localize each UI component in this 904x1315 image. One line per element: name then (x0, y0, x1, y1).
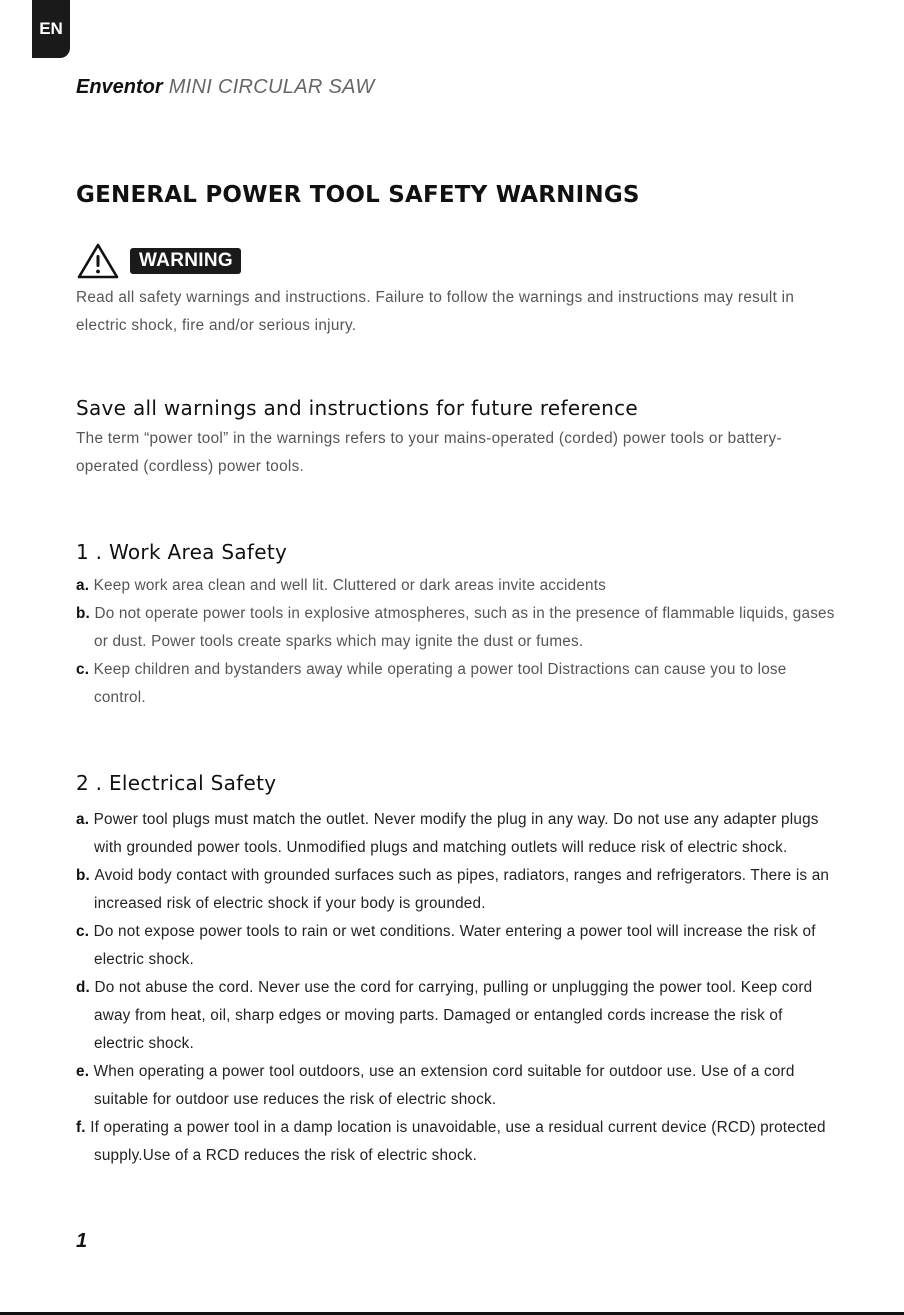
item-letter: b (76, 867, 86, 884)
item-letter: e (76, 1063, 85, 1080)
work-area-heading: 1 . Work Area Safety (76, 540, 288, 564)
list-item: e. When operating a power tool outdoors, use an extension cord suitable for outdoor use. Use of a cord suitable for outdoor use reduces the risk of electric shock. (76, 1063, 795, 1108)
electrical-list (76, 806, 836, 1170)
item-text: Do not abuse the cord. Never use the cord for carrying, pulling or unplugging the power tool. Keep cord away from heat, oil, sharp edges or moving parts. Damaged or entangled cords increase the risk of electric shock. (94, 979, 813, 1052)
brand-name: Enventor (76, 76, 163, 98)
item-text: Power tool plugs must match the outlet. Never modify the plug in any way. Do not use any adapter plugs with grounded power tools. Unmodified plugs and matching outlets will reduce risk of electric shock. (93, 811, 819, 856)
electrical-heading: 2 . Electrical Safety (76, 771, 277, 795)
warning-header (76, 242, 241, 280)
item-text: Avoid body contact with grounded surfaces such as pipes, radiators, ranges and refrigerators. There is an increased risk of electric shock if your body is grounded. (94, 867, 830, 912)
item-letter: a (76, 577, 85, 594)
language-tab: EN (32, 0, 70, 58)
warning-text: Read all safety warnings and instructions. Failure to follow the warnings and instructions may result in electric shock, fire and/or serious injury. (76, 289, 795, 334)
page-title: GENERAL POWER TOOL SAFETY WARNINGS (76, 182, 640, 208)
warning-triangle-icon (76, 242, 120, 280)
item-text: Keep children and bystanders away while operating a power tool Distractions can cause you to lose control. (93, 661, 787, 706)
item-text: Do not expose power tools to rain or wet conditions. Water entering a power tool will increase the risk of electric shock. (93, 923, 816, 968)
list-item: f. If operating a power tool in a damp location is unavoidable, use a residual current device (RCD) protected supply.Use of a RCD reduces the risk of electric shock. (76, 1119, 826, 1164)
item-text: If operating a power tool in a damp location is unavoidable, use a residual current device (RCD) protected supply.Use of a RCD reduces the risk of electric shock. (90, 1119, 826, 1164)
warning-badge: WARNING (130, 248, 241, 274)
item-letter: a (76, 811, 85, 828)
work-area-list (76, 572, 836, 712)
item-text: Do not operate power tools in explosive atmospheres, such as in the presence of flammable liquids, gases or dust. Power tools create sparks which may ignite the dust or fumes. (94, 605, 835, 650)
document-header (76, 76, 375, 99)
save-heading: Save all warnings and instructions for future reference (76, 396, 639, 420)
item-text: When operating a power tool outdoors, use an extension cord suitable for outdoor use. Use of a cord suitable for outdoor use reduces the risk of electric shock. (93, 1063, 795, 1108)
list-item: a. Power tool plugs must match the outlet. Never modify the plug in any way. Do not use any adapter plugs with grounded power tools. Unmodified plugs and matching outlets will reduce risk of electric shock. (76, 811, 819, 856)
list-item: d. Do not abuse the cord. Never use the cord for carrying, pulling or unplugging the power tool. Keep cord away from heat, oil, sharp edges or moving parts. Damaged or entangled cords increase the risk of electric shock. (76, 979, 813, 1052)
list-item: b. Avoid body contact with grounded surfaces such as pipes, radiators, ranges and refrigerators. There is an increased risk of electric shock if your body is grounded. (76, 867, 830, 912)
save-text: The term “power tool” in the warnings refers to your mains-operated (corded) power tools or battery-operated (cordless) power tools. (76, 430, 782, 475)
list-item: b. Do not operate power tools in explosive atmospheres, such as in the presence of flammable liquids, gases or dust. Power tools create sparks which may ignite the dust or fumes. (76, 605, 835, 650)
item-letter: c (76, 923, 85, 940)
list-item: a. Keep work area clean and well lit. Cluttered or dark areas invite accidents (76, 577, 607, 594)
product-model: MINI CIRCULAR SAW (168, 76, 375, 98)
list-item: c. Keep children and bystanders away while operating a power tool Distractions can cause you to lose control. (76, 661, 787, 706)
page-number: 1 (76, 1230, 88, 1252)
item-text: Keep work area clean and well lit. Cluttered or dark areas invite accidents (93, 577, 607, 594)
item-letter: f (76, 1119, 82, 1136)
item-letter: c (76, 661, 85, 678)
item-letter: d (76, 979, 86, 996)
list-item: c. Do not expose power tools to rain or wet conditions. Water entering a power tool will increase the risk of electric shock. (76, 923, 816, 968)
item-letter: b (76, 605, 86, 622)
